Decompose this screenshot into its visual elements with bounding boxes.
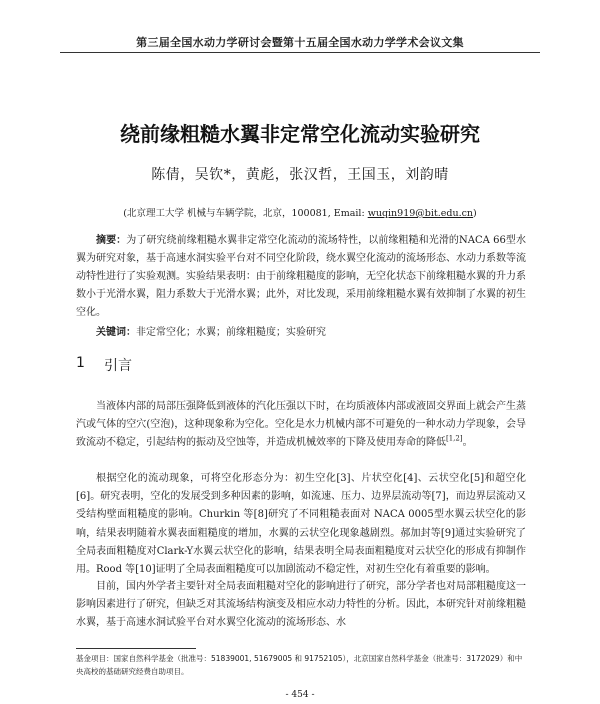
header-rule [60,52,540,53]
body-paragraph-2: 根据空化的流动现象，可将空化形态分为：初生空化[3]、片状空化[4]、云状空化[5]和超空化[6]。研究表明，空化的发展受到多种因素的影响，如流速、压力、边界层流动等[7]，而边界层流动又受结构壁面粗糙度的影响。Churkin 等[8]研究了不同粗糙表面对 NACA 0005型水翼云状空化的影响，结果表明随着水翼表面粗糙度的增加，水翼的云状空化现象越剧烈。郝加封等[9]通过实验研究了全局表面粗糙度对Clark-Y水翼云状空化的影响，结果表明全局表面粗糙度对云状空化的形成有抑制作用。Rood 等[10]证明了全局表面粗糙度可以加剧流动不稳定性，对初生空化有着重要的影响。 [76,473,526,576]
page-number: - 454 - [285,690,315,700]
footnote-text: 基金项目：国家自然科学基金（批准号：51839001, 51679005 和 91752105），北京国家自然科学基金（批准号：3172029）和中央高校的基础研究经费自助项目。 [76,654,523,676]
paragraph-1-text: 当液体内部的局部压强降低到液体的汽化压强以下时，在均质液体内部或液固交界面上就会产生蒸汽或气体的空穴(空泡)，这种现象称为空化。空化是水力机械内部不可避免的一种水动力学现象，会导致流动不稳定，引起结构的振动及空蚀等，并造成机械效率的下降及使用寿命的降低 [76,401,526,449]
paragraph-1-end: 。 [462,437,473,449]
email-link[interactable]: wuqin919@bit.edu.cn [367,208,474,219]
author-list: 陈倩，吴钦*，黄彪，张汉哲，王国玉，刘韵晴 [151,167,449,183]
body-paragraph-1 [76,398,526,453]
footnote-rule [76,648,196,649]
affiliation [20,205,580,219]
keywords [96,324,526,342]
section-title: 引言 [104,358,132,374]
abstract [76,232,526,322]
abstract-text: 为了研究绕前缘粗糙水翼非定常空化流动的流场特性，以前缘粗糙和光滑的NACA 66型水翼为研究对象，基于高速水洞实验平台对不同空化阶段，绕水翼空化流动的流场形态、水动力系数等流动特性进行了实验观测。实验结果表明：由于前缘粗糙度的影响，无空化状态下前缘粗糙水翼的升力系数小于光滑水翼，阻力系数大于光滑水翼；此外，对比发现，采用前缘粗糙水翼有效抑制了水翼的初生空化。 [76,235,526,318]
running-header: 第三届全国水动力学研讨会暨第十五届全国水动力学学术会议文集 [136,36,464,49]
footnote [76,652,526,678]
body-paragraph-3: 目前，国内外学者主要针对全局表面粗糙对空化的影响进行了研究，部分学者也对局部粗糙度这一影响因素进行了研究，但缺乏对其流场结构演变及相应水动力特性的分析。因此，本研究针对前缘粗糙水翼，基于高速水洞试验平台对水翼空化流动的流场形态、水 [76,581,526,629]
citation-ref: [1,2] [446,435,463,444]
section-number: 1 [76,355,85,371]
abstract-label: 摘要： [96,235,127,246]
paper-title: 绕前缘粗糙水翼非定常空化流动实验研究 [120,122,480,146]
affiliation-end: ) [473,208,477,219]
affiliation-text: (北京理工大学 机械与车辆学院，北京，100081, Email: [123,208,365,219]
keywords-label: 关键词： [96,327,136,338]
keywords-text: 非定常空化；水翼；前缘粗糙度；实验研究 [136,327,326,338]
